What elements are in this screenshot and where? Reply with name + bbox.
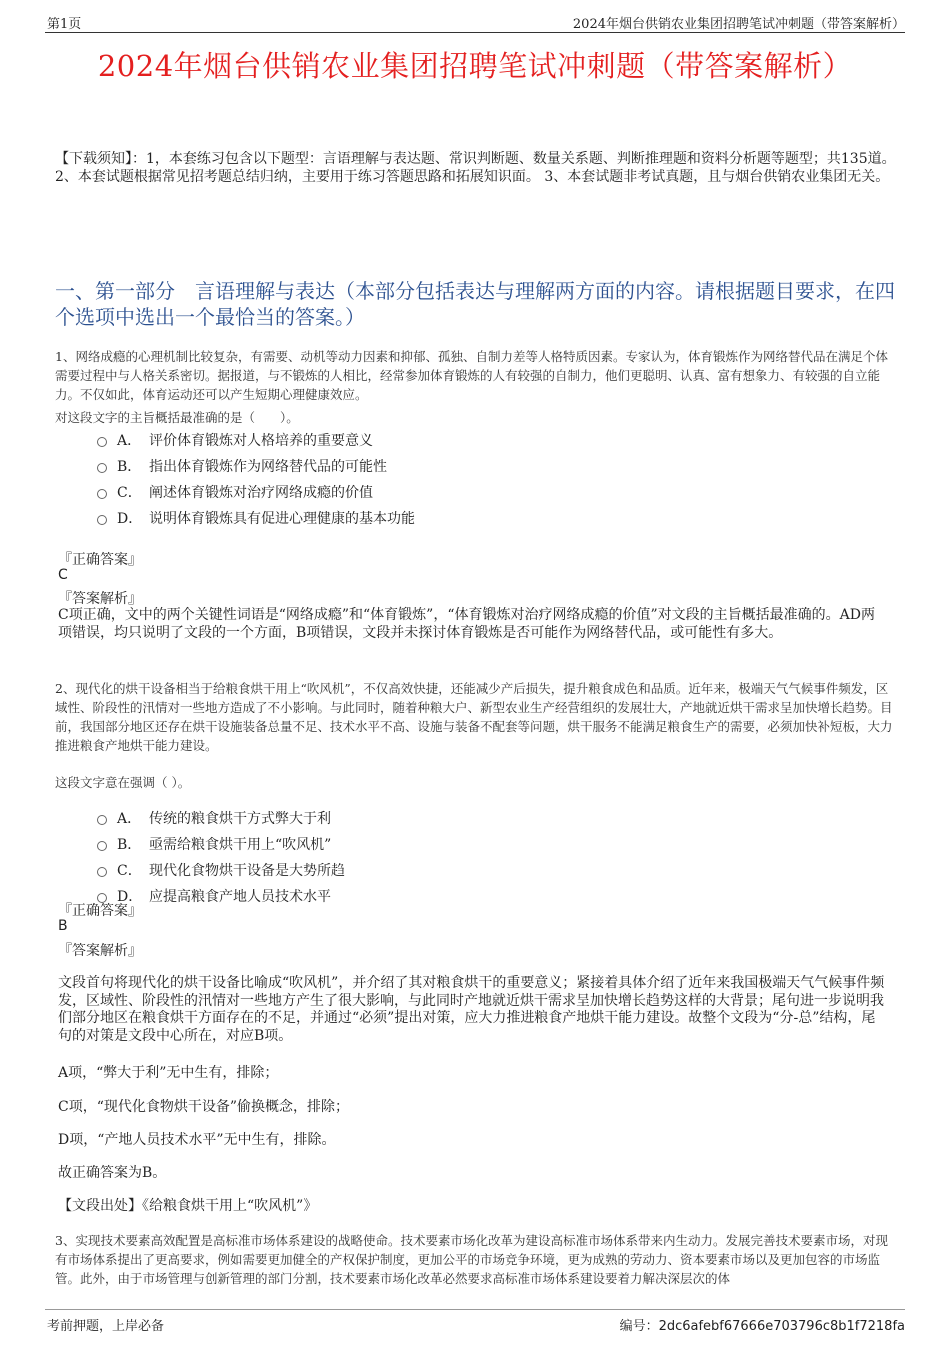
option-text: 指出体育锻炼作为网络替代品的可能性	[149, 459, 387, 475]
radio-icon[interactable]	[97, 841, 107, 851]
footer-rule	[45, 1309, 905, 1310]
option-text: 现代化食物烘干设备是大势所趋	[149, 863, 345, 879]
question-2-option-b[interactable]	[97, 834, 331, 854]
option-text: 传统的粮食烘干方式弊大于利	[149, 811, 331, 827]
question-2-note-c: C项，“现代化食物烘干设备”偷换概念，排除；	[58, 1099, 350, 1115]
radio-icon[interactable]	[97, 463, 107, 473]
question-1-option-a[interactable]	[97, 430, 373, 450]
section-heading: 一、第一部分 言语理解与表达（本部分包括表达与理解两方面的内容。请根据题目要求，在四个选项中选出一个最恰当的答案。）	[55, 279, 895, 329]
question-1-option-d[interactable]	[97, 508, 415, 528]
document-id: 编号：2dc6afebf67666e703796c8b1f7218fa	[619, 1319, 905, 1334]
question-1-analysis-label: 『答案解析』	[58, 591, 142, 607]
question-1-analysis: C项正确，文中的两个关键性词语是“网络成瘾”和“体育锻炼”，“体育锻炼对治疗网络成瘾的价值”对文段的主旨概括最准确的。AD两项错误，均只说明了文段的一个方面，B项错误，文段并未探讨体育锻炼是否可能作为网络替代品，或可能性有多大。	[58, 607, 875, 641]
radio-icon[interactable]	[97, 515, 107, 525]
question-2-text: 2、现代化的烘干设备相当于给粮食烘干用上“吹风机”，不仅高效快捷，还能减少产后损失，提升粮食成色和品质。近年来，极端天气气候事件频发，区域性、阶段性的汛情对一些地方造成了不小影响。与此同时，随着种粮大户、新型农业生产经营组织的发展壮大，产地就近烘干需求呈加快增长趋势。目前，我国部分地区还存在烘干设施装备总量不足、技术水平不高、设施与装备不配套等问题，烘干服务不能满足粮食生产的需要，必须加快补短板，大力推进粮食产地烘干能力建设。	[55, 681, 893, 753]
question-1-prompt: 对这段文字的主旨概括最准确的是（ ）。	[55, 410, 299, 425]
option-text: 阐述体育锻炼对治疗网络成瘾的价值	[149, 485, 373, 501]
option-letter: C．	[117, 485, 142, 501]
question-1-answer: C	[58, 567, 68, 583]
question-3-text: 3、实现技术要素高效配置是高标准市场体系建设的战略使命。技术要素市场化改革为建设高标准市场体系带来内生动力。发展完善技术要素市场，对现有市场体系提出了更高要求，例如需要更加健全的产权保护制度，更加公平的市场竞争环境，更为成熟的劳动力、资本要素市场以及更加包容的市场监管。此外，由于市场管理与创新管理的部门分割，技术要素市场化改革必然要求高标准市场体系建设要着力解决深层次的体	[55, 1233, 888, 1286]
radio-icon[interactable]	[97, 867, 107, 877]
option-text: 说明体育锻炼具有促进心理健康的基本功能	[149, 511, 415, 527]
running-header-title: 2024年烟台供销农业集团招聘笔试冲刺题（带答案解析）	[572, 17, 905, 32]
footer-slogan: 考前押题，上岸必备	[47, 1319, 165, 1334]
download-notice: 【下载须知】：1，本套练习包含以下题型：言语理解与表达题、常识判断题、数量关系题、判断推理题和资料分析题等题型；共135道。 2、本套试题根据常见招考题总结归纳，主要用于练习答题思路和拓展知识面。 3、本套试题非考试真题，且与烟台供销农业集团无关。	[55, 151, 896, 185]
question-2-option-a[interactable]	[97, 808, 331, 828]
question-1-option-b[interactable]	[97, 456, 387, 476]
option-letter: D．	[117, 889, 143, 905]
option-letter: B．	[117, 459, 142, 475]
question-2-analysis-label: 『答案解析』	[58, 943, 142, 959]
question-2-answer: B	[58, 918, 68, 934]
document-title: 2024年烟台供销农业集团招聘笔试冲刺题（带答案解析）	[97, 49, 853, 83]
question-2-note-d: D项，“产地人员技术水平”无中生有，排除。	[58, 1132, 336, 1148]
question-2-option-c[interactable]	[97, 860, 345, 880]
option-letter: B．	[117, 837, 142, 853]
option-text: 亟需给粮食烘干用上“吹风机”	[149, 837, 332, 853]
option-text: 应提高粮食产地人员技术水平	[149, 889, 331, 905]
option-letter: D．	[117, 511, 143, 527]
header-rule	[45, 32, 905, 33]
question-2-analysis: 文段首句将现代化的烘干设备比喻成“吹风机”，并介绍了其对粮食烘干的重要意义；紧接着具体介绍了近年来我国极端天气气候事件频发，区域性、阶段性的汛情对一些地方产生了很大影响，与此同时产地就近烘干需求呈加快增长趋势这样的大背景；尾句进一步说明我们部分地区在粮食烘干方面存在的不足，并通过“必须”提出对策，应大力推进粮食产地烘干能力建设。故整个文段为“分-总”结构，尾句的对策是文段中心所在，对应B项。	[58, 975, 885, 1044]
question-2-prompt: 这段文字意在强调（ ）。	[55, 775, 191, 790]
question-1-answer-label: 『正确答案』	[58, 552, 142, 568]
radio-icon[interactable]	[97, 437, 107, 447]
page-number: 第1页	[47, 17, 82, 32]
question-2-note-a: A项，“弊大于利”无中生有，排除；	[58, 1065, 279, 1081]
radio-icon[interactable]	[97, 489, 107, 499]
option-text: 评价体育锻炼对人格培养的重要意义	[149, 433, 373, 449]
radio-icon[interactable]	[97, 815, 107, 825]
option-letter: A．	[117, 433, 142, 449]
question-2-source: 【文段出处】《给粮食烘干用上“吹风机”》	[58, 1198, 318, 1214]
question-1-option-c[interactable]	[97, 482, 373, 502]
question-2-conclusion: 故正确答案为B。	[58, 1165, 167, 1181]
option-letter: A．	[117, 811, 142, 827]
question-1-text: 1、网络成瘾的心理机制比较复杂，有需要、动机等动力因素和抑郁、孤独、自制力差等人格特质因素。专家认为，体育锻炼作为网络替代品在满足个体需要过程中与人格关系密切。据报道，与不锻炼的人相比，经常参加体育锻炼的人有较强的自制力，他们更聪明、认真、富有想象力、有较强的自立能力。不仅如此，体育运动还可以产生短期心理健康效应。	[55, 349, 888, 402]
question-2-answer-label: 『正确答案』	[58, 903, 142, 919]
option-letter: C．	[117, 863, 142, 879]
